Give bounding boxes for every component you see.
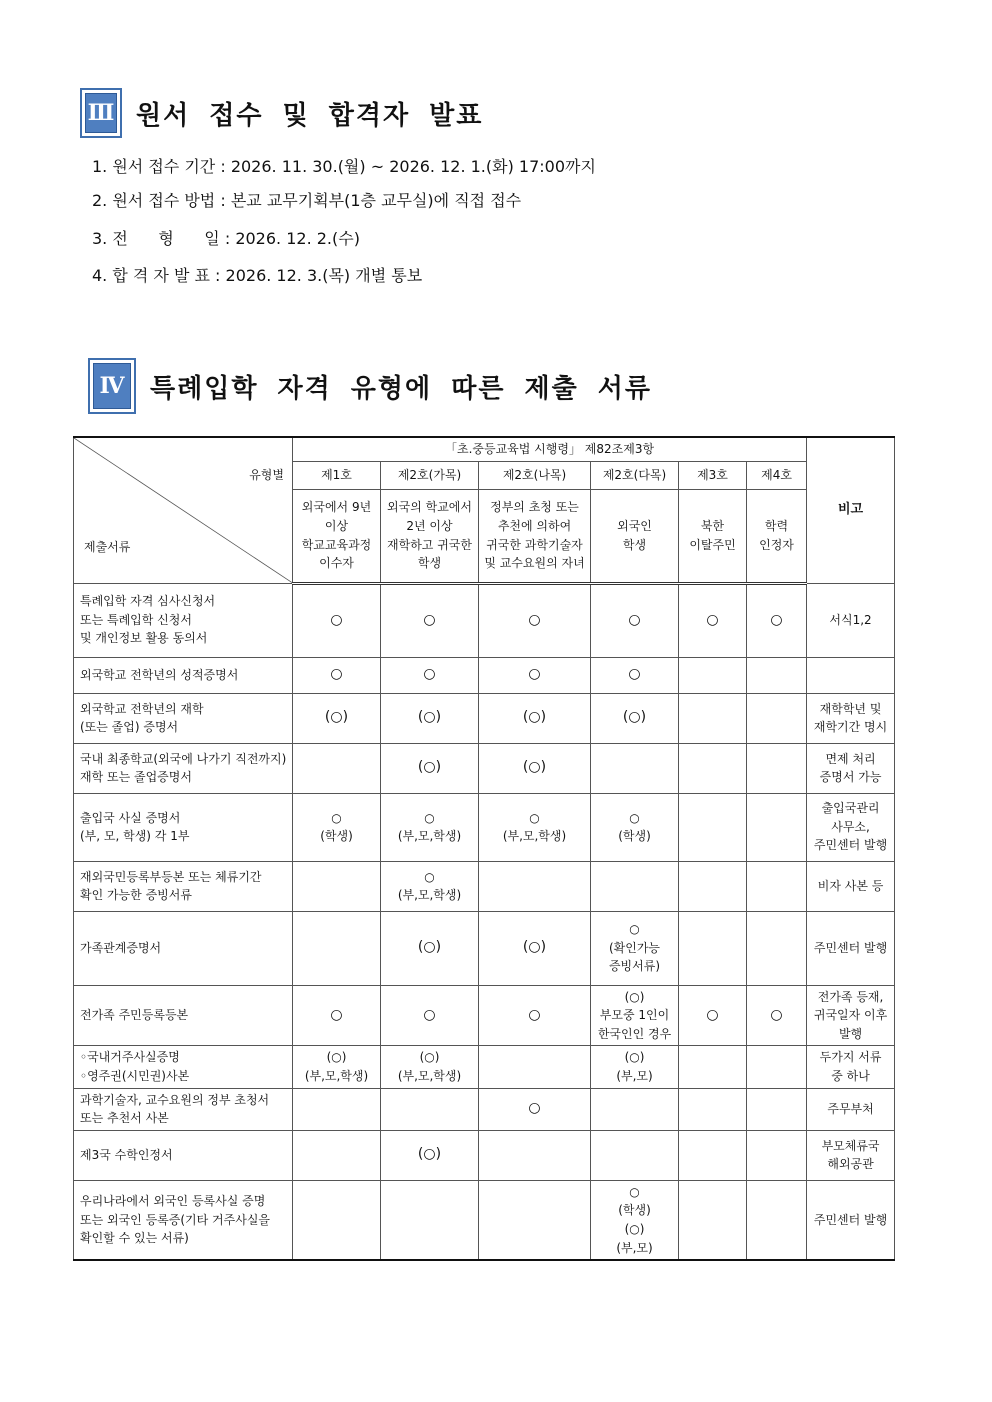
requirement-cell (293, 1088, 381, 1130)
requirement-cell: ○ (679, 985, 747, 1046)
document-name: 우리나라에서 외국인 등록사실 증명 또는 외국인 등록증(기타 거주사실을 확인할 수 있는 서류) (74, 1180, 293, 1260)
requirement-cell (679, 1046, 747, 1088)
requirement-cell: (○) (479, 743, 591, 793)
column-description: 외국에서 9년 이상 학교교육과정 이수자 (293, 489, 381, 583)
requirement-cell: ○ (293, 985, 381, 1046)
remark-cell: 출입국관리 사무소, 주민센터 발행 (807, 793, 895, 861)
remark-cell: 면제 처리 증명서 가능 (807, 743, 895, 793)
roman-numeral-three: Ⅲ (85, 93, 117, 133)
requirement-cell (679, 743, 747, 793)
document-name: 재외국민등록부등본 또는 체류기간 확인 가능한 증빙서류 (74, 861, 293, 911)
requirement-cell (747, 693, 807, 743)
section4-title: 특례입학 자격 유형에 따른 제출 서류 (150, 373, 652, 404)
remark-cell: 두가지 서류 중 하나 (807, 1046, 895, 1088)
requirement-cell: ○ (479, 583, 591, 657)
diagonal-line (74, 438, 292, 583)
table-row (74, 1088, 895, 1130)
remark-cell: 재학학년 및 재학기간 명시 (807, 693, 895, 743)
requirement-cell: ○ (부,모,학생) (479, 793, 591, 861)
remark-cell: 부모체류국 해외공관 (807, 1130, 895, 1180)
requirement-cell: ○ (학생) (○) (부,모) (591, 1180, 679, 1260)
requirement-cell: ○ (591, 583, 679, 657)
diagonal-header-cell (74, 437, 293, 583)
column-code: 제4호 (747, 461, 807, 489)
requirement-cell (293, 911, 381, 985)
requirement-cell (293, 743, 381, 793)
table-row (74, 1046, 895, 1088)
column-description: 북한 이탈주민 (679, 489, 747, 583)
requirement-cell: ○ (381, 583, 479, 657)
requirement-cell: ○ (479, 657, 591, 693)
requirement-cell: ○ (학생) (591, 793, 679, 861)
document-name: 제3국 수학인정서 (74, 1130, 293, 1180)
document-name: 전가족 주민등록등본 (74, 985, 293, 1046)
requirement-cell (293, 1180, 381, 1260)
roman-numeral-four: Ⅳ (93, 363, 131, 409)
law-header: 「초.중등교육법 시행령」 제82조제3항 (293, 437, 807, 461)
requirement-cell (591, 1088, 679, 1130)
document-name: 외국학교 전학년의 성적증명서 (74, 657, 293, 693)
requirement-cell (479, 1046, 591, 1088)
requirement-cell: ○ (747, 985, 807, 1046)
requirement-cell (591, 1130, 679, 1180)
requirement-cell (747, 743, 807, 793)
requirement-cell (479, 1130, 591, 1180)
table-row (74, 1180, 895, 1260)
type-label: 유형별 (249, 468, 284, 482)
column-description: 외국의 학교에서 2년 이상 재학하고 귀국한 학생 (381, 489, 479, 583)
roman-numeral-badge (88, 358, 136, 414)
column-code: 제2호(가목) (381, 461, 479, 489)
table-row (74, 793, 895, 861)
requirement-cell (747, 861, 807, 911)
doc-label: 제출서류 (84, 540, 131, 554)
requirement-cell (479, 1180, 591, 1260)
column-code: 제1호 (293, 461, 381, 489)
requirement-cell: (○) (381, 743, 479, 793)
requirement-cell: (○) (381, 1130, 479, 1180)
list-item: 1. 원서 접수 기간 : 2026. 11. 30.(월) ~ 2026. 12. 1.(화) 17:00까지 (92, 157, 596, 176)
document-name: 가족관계증명서 (74, 911, 293, 985)
requirement-cell (381, 1180, 479, 1260)
roman-numeral-badge (80, 88, 122, 138)
table-row (74, 583, 895, 657)
requirement-cell: (○) (381, 693, 479, 743)
column-description: 정부의 초청 또는 추천에 의하여 귀국한 과학기술자 및 교수요원의 자녀 (479, 489, 591, 583)
remark-cell: 서식1,2 (807, 583, 895, 657)
requirement-cell: (○) 부모중 1인이 한국인인 경우 (591, 985, 679, 1046)
document-name: 과학기술자, 교수요원의 정부 초청서 또는 추천서 사본 (74, 1088, 293, 1130)
requirement-cell (479, 861, 591, 911)
column-code: 제2호(다목) (591, 461, 679, 489)
document-name: 외국학교 전학년의 재학 (또는 졸업) 증명서 (74, 693, 293, 743)
requirement-cell: (○) (293, 693, 381, 743)
column-description: 외국인 학생 (591, 489, 679, 583)
requirement-cell (679, 693, 747, 743)
documents-table (73, 436, 895, 1261)
column-code: 제3호 (679, 461, 747, 489)
document-name: 출입국 사실 증명서 (부, 모, 학생) 각 1부 (74, 793, 293, 861)
remark-cell: 비자 사본 등 (807, 861, 895, 911)
remark-cell (807, 657, 895, 693)
remark-cell: 주민센터 발행 (807, 1180, 895, 1260)
remark-cell: 주무부처 (807, 1088, 895, 1130)
requirement-cell: (○) (부,모,학생) (381, 1046, 479, 1088)
requirement-cell (747, 1046, 807, 1088)
requirement-cell: (○) (479, 693, 591, 743)
requirement-cell (747, 657, 807, 693)
document-name: ◦국내거주사실증명 ◦영주권(시민권)사본 (74, 1046, 293, 1088)
requirement-cell (679, 861, 747, 911)
requirement-cell: ○ (591, 657, 679, 693)
requirement-cell: ○ (479, 1088, 591, 1130)
table-row (74, 861, 895, 911)
requirement-cell: ○ (747, 583, 807, 657)
table-row (74, 911, 895, 985)
section3-header (80, 88, 483, 138)
requirement-cell (679, 1088, 747, 1130)
requirement-cell: ○ (293, 657, 381, 693)
requirement-cell (293, 861, 381, 911)
section3-title: 원서 접수 및 합격자 발표 (136, 100, 484, 131)
table-row (74, 693, 895, 743)
requirement-cell: (○) (부,모) (591, 1046, 679, 1088)
requirement-cell: ○ (479, 985, 591, 1046)
requirement-cell: ○ (679, 583, 747, 657)
column-code: 제2호(나목) (479, 461, 591, 489)
requirement-cell (679, 1130, 747, 1180)
list-item: 2. 원서 접수 방법 : 본교 교무기획부(1층 교무실)에 직접 접수 (92, 191, 522, 210)
section4-header (88, 358, 652, 414)
requirement-cell: ○ (293, 583, 381, 657)
requirement-cell: ○ (부,모,학생) (381, 793, 479, 861)
requirement-cell: ○ (학생) (293, 793, 381, 861)
requirement-cell: (○) (591, 693, 679, 743)
list-item: 4. 합 격 자 발 표 : 2026. 12. 3.(목) 개별 통보 (92, 266, 423, 285)
requirement-cell (679, 793, 747, 861)
requirement-cell: ○ (확인가능 증빙서류) (591, 911, 679, 985)
requirement-cell (679, 911, 747, 985)
requirement-cell (381, 1088, 479, 1130)
remark-cell: 주민센터 발행 (807, 911, 895, 985)
requirement-cell (747, 911, 807, 985)
table-row (74, 985, 895, 1046)
remark-header: 비고 (807, 437, 895, 583)
requirement-cell: (○) (381, 911, 479, 985)
requirement-cell (679, 657, 747, 693)
requirement-cell (591, 743, 679, 793)
document-name: 특례입학 자격 심사신청서 또는 특례입학 신청서 및 개인정보 활용 동의서 (74, 583, 293, 657)
requirement-cell: (○) (부,모,학생) (293, 1046, 381, 1088)
list-item: 3. 전 형 일 : 2026. 12. 2.(수) (92, 229, 360, 248)
requirement-cell: ○ (381, 985, 479, 1046)
table-row (74, 657, 895, 693)
document-name: 국내 최종학교(외국에 나가기 직전까지) 재학 또는 졸업증명서 (74, 743, 293, 793)
requirement-cell (747, 1130, 807, 1180)
requirement-cell (679, 1180, 747, 1260)
requirement-cell: ○ (부,모,학생) (381, 861, 479, 911)
requirement-cell (747, 1180, 807, 1260)
requirement-cell (747, 793, 807, 861)
column-description: 학력 인정자 (747, 489, 807, 583)
table-row (74, 743, 895, 793)
remark-cell: 전가족 등재, 귀국일자 이후 발행 (807, 985, 895, 1046)
requirement-cell (747, 1088, 807, 1130)
table-row (74, 1130, 895, 1180)
requirement-cell: ○ (381, 657, 479, 693)
requirement-cell: (○) (479, 911, 591, 985)
requirement-cell (591, 861, 679, 911)
requirement-cell (293, 1130, 381, 1180)
